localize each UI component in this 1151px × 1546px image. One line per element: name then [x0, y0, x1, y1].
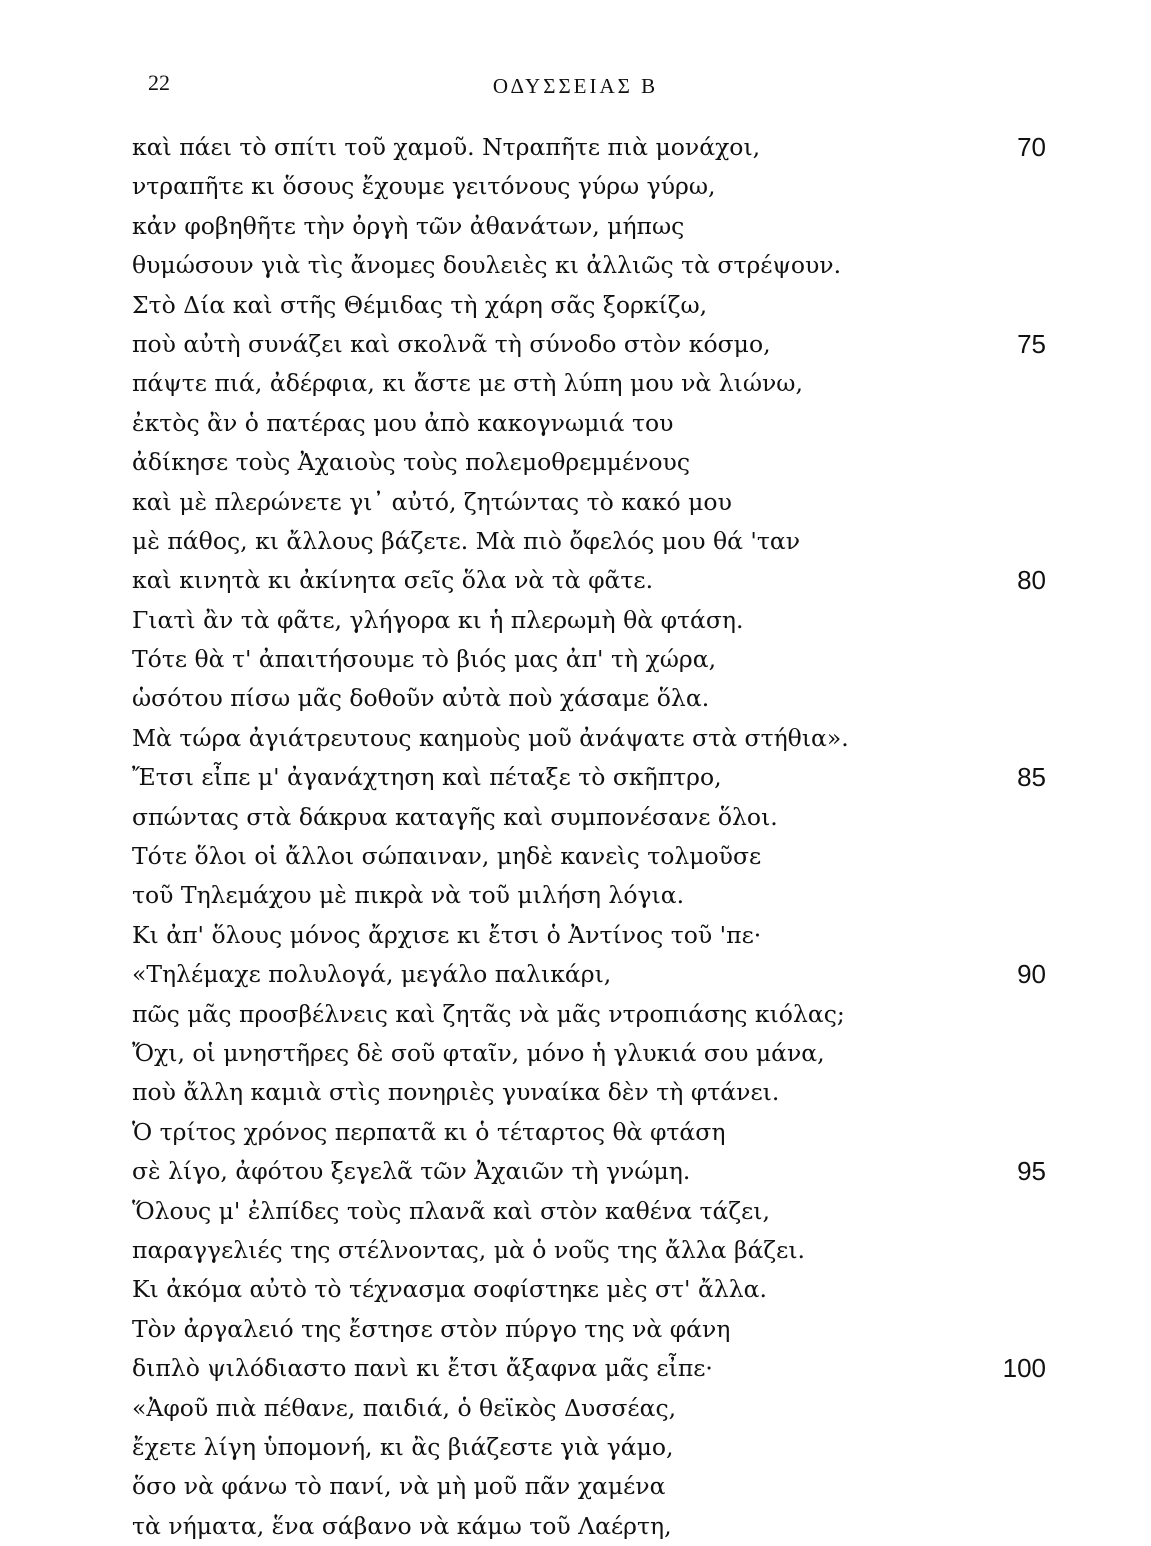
verse-line [132, 443, 1062, 482]
verse-line [132, 837, 1062, 876]
verse-line [132, 1428, 1062, 1467]
verse-line [132, 483, 1062, 522]
verse-text: Ὄχι, οἱ μνηστῆρες δὲ σοῦ φταῖν, μόνο ἡ γλυκιά σου μάνα, [132, 1038, 825, 1067]
verse-text: ἀδίκησε τοὺς Ἀχαιοὺς τοὺς πολεμοθρεμμένους [132, 448, 690, 477]
verse-text: παραγγελιές της στέλνοντας, μὰ ὁ νοῦς της ἄλλα βάζει. [132, 1235, 806, 1264]
verse-line [132, 1152, 1062, 1191]
verse-line [132, 876, 1062, 915]
verse-line [132, 1310, 1062, 1349]
verse-line [132, 286, 1062, 325]
verse-text: ἐκτὸς ἂν ὁ πατέρας μου ἀπὸ κακογνωμιά του [132, 408, 674, 437]
verse-line [132, 916, 1062, 955]
verse-text: πῶς μᾶς προσβέλνεις καὶ ζητᾶς νὰ μᾶς ντροπιάσης κιόλας; [132, 999, 845, 1028]
verse-line [132, 995, 1062, 1034]
verse-line [132, 1507, 1062, 1546]
verse-text: κἀν φοβηθῆτε τὴν ὀργὴ τῶν ἀθανάτων, μήπως [132, 211, 685, 240]
line-number: 75 [1017, 328, 1046, 359]
verse-text: μὲ πάθος, κι ἄλλους βάζετε. Μὰ πιὸ ὄφελός μου θά 'ταν [132, 526, 801, 555]
verse-text: ποὺ αὐτὴ συνάζει καὶ σκολνᾶ τὴ σύνοδο στὸν κόσμο, [132, 329, 771, 358]
verse-text: διπλὸ ψιλόδιαστο πανὶ κι ἔτσι ἄξαφνα μᾶς εἶπε· [132, 1354, 713, 1383]
verse-line [132, 1467, 1062, 1506]
verse-text: σπώντας στὰ δάκρυα καταγῆς καὶ συμπονέσανε ὅλοι. [132, 802, 778, 831]
verse-line [132, 207, 1062, 246]
verse-text: καὶ μὲ πλερώνετε γι᾿ αὐτό, ζητώντας τὸ κακό μου [132, 487, 732, 516]
verse-text: θυμώσουν γιὰ τὶς ἄνομες δουλειὲς κι ἀλλιῶς τὰ στρέψουν. [132, 251, 842, 280]
verse-text: «Τηλέμαχε πολυλογά, μεγάλο παλικάρι, [132, 960, 612, 989]
line-number: 100 [1002, 1353, 1046, 1384]
verse-text: τοῦ Τηλεμάχου μὲ πικρὰ νὰ τοῦ μιλήση λόγια. [132, 881, 685, 910]
verse-text: ὅσο νὰ φάνω τὸ πανί, νὰ μὴ μοῦ πᾶν χαμένα [132, 1472, 666, 1501]
verse-line [132, 1073, 1062, 1112]
verse-text: Ὅλους μ' ἐλπίδες τοὺς πλανᾶ καὶ στὸν καθένα τάζει, [132, 1196, 770, 1225]
verse-text: καὶ πάει τὸ σπίτι τοῦ χαμοῦ. Ντραπῆτε πιὰ μονάχοι, [132, 133, 761, 161]
line-number: 90 [1017, 959, 1046, 990]
verse-line [132, 1034, 1062, 1073]
verse-text: ἔχετε λίγη ὑπομονή, κι ἂς βιάζεστε γιὰ γάμο, [132, 1432, 674, 1461]
verse-text: Γιατὶ ἂν τὰ φᾶτε, γλήγορα κι ἡ πλερωμὴ θὰ φτάση. [132, 605, 744, 634]
verse-line [132, 561, 1062, 600]
verse-text: τὰ νήματα, ἕνα σάβανο νὰ κάμω τοῦ Λαέρτη, [132, 1511, 672, 1540]
verse-line [132, 758, 1062, 797]
verse-line [132, 404, 1062, 443]
verse-line [132, 955, 1062, 994]
verse-text: καὶ κινητὰ κι ἀκίνητα σεῖς ὅλα νὰ τὰ φᾶτε. [132, 566, 654, 595]
verse-line [132, 1389, 1062, 1428]
verse-line [132, 167, 1062, 206]
verse-line [132, 1270, 1062, 1309]
verse-line [132, 679, 1062, 718]
running-title: ΟΔΥΣΣΕΙΑΣ Β [492, 74, 659, 98]
verse-line [132, 640, 1062, 679]
verse-line [132, 128, 1062, 167]
verse-line [132, 1192, 1062, 1231]
verse-line [132, 719, 1062, 758]
verse-text: σὲ λίγο, ἀφότου ξεγελᾶ τῶν Ἀχαιῶν τὴ γνώμη. [132, 1157, 691, 1186]
line-number: 85 [1017, 762, 1046, 793]
verse-line [132, 1113, 1062, 1152]
verse-text: Κι ἀπ' ὅλους μόνος ἄρχισε κι ἔτσι ὁ Ἀντίνος τοῦ 'πε· [132, 920, 762, 949]
verse-text: Ὁ τρίτος χρόνος περπατᾶ κι ὁ τέταρτος θὰ φτάση [132, 1117, 726, 1146]
page-number: 22 [148, 70, 170, 95]
verse-text: Κι ἀκόμα αὐτὸ τὸ τέχνασμα σοφίστηκε μὲς στ' ἄλλα. [132, 1275, 767, 1304]
verse-text: πάψτε πιά, ἀδέρφια, κι ἄστε με στὴ λύπη μου νὰ λιώνω, [132, 369, 803, 398]
verse-line [132, 601, 1062, 640]
verse-text: Μὰ τώρα ἀγιάτρευτους καημοὺς μοῦ ἀνάψατε στὰ στήθια». [132, 723, 849, 752]
line-number: 70 [1017, 132, 1046, 162]
verse-list [132, 128, 1062, 1546]
verse-text: Τὸν ἀργαλειό της ἔστησε στὸν πύργο της νὰ φάνη [132, 1314, 731, 1343]
verse-line [132, 364, 1062, 403]
verse-line [132, 1231, 1062, 1270]
line-number: 80 [1017, 565, 1046, 596]
verse-line [132, 325, 1062, 364]
verse-text: Τότε θὰ τ' ἀπαιτήσουμε τὸ βιός μας ἀπ' τὴ χώρα, [132, 645, 717, 674]
verse-text: Τότε ὅλοι οἱ ἄλλοι σώπαιναν, μηδὲ κανεὶς τολμοῦσε [132, 842, 762, 871]
verse-line [132, 522, 1062, 561]
verse-text: Ἔτσι εἶπε μ' ἀγανάχτηση καὶ πέταξε τὸ σκῆπτρο, [132, 763, 722, 792]
verse-line [132, 1349, 1062, 1388]
verse-line [132, 798, 1062, 837]
verse-line [132, 246, 1062, 285]
verse-text: Στὸ Δία καὶ στῆς Θέμιδας τὴ χάρη σᾶς ξορκίζω, [132, 290, 708, 319]
verse-text: ντραπῆτε κι ὅσους ἔχουμε γειτόνους γύρω γύρω, [132, 172, 716, 201]
verse-text: «Ἀφοῦ πιὰ πέθανε, παιδιά, ὁ θεϊκὸς Δυσσέας, [132, 1393, 677, 1422]
verse-text: ὡσότου πίσω μᾶς δοθοῦν αὐτὰ ποὺ χάσαμε ὅλα. [132, 684, 710, 713]
line-number: 95 [1017, 1156, 1046, 1187]
verse-text: ποὺ ἄλλη καμιὰ στὶς πονηριὲς γυναίκα δὲν τὴ φτάνει. [132, 1078, 780, 1107]
